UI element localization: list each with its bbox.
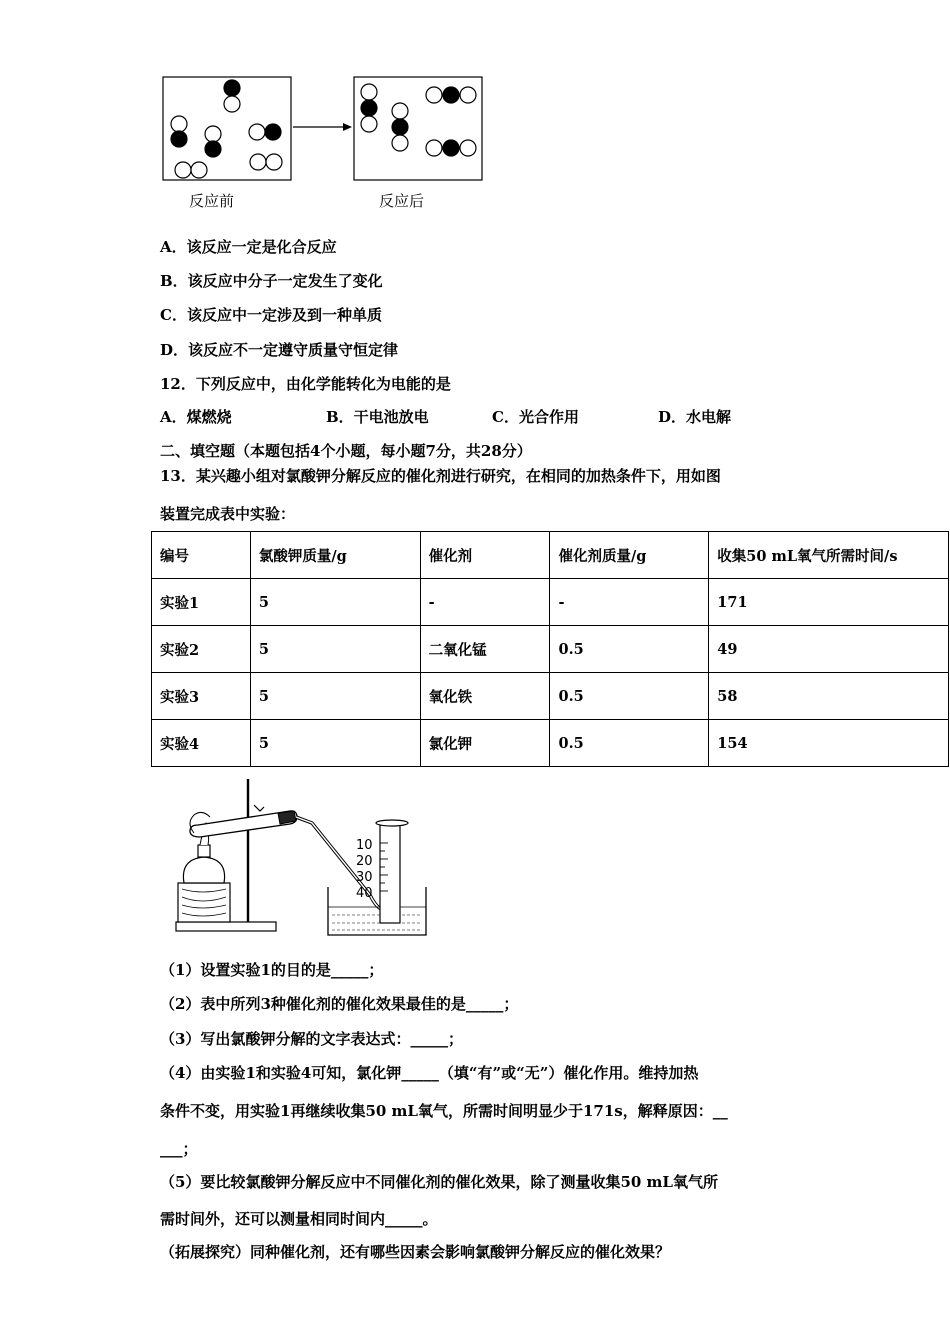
alcohol-lamp	[183, 857, 224, 883]
after-molecules	[361, 84, 476, 156]
experiment-table	[151, 531, 949, 767]
q12-option-b: B．干电池放电	[326, 408, 429, 426]
before-molecules	[171, 80, 282, 178]
arrow-head	[343, 123, 352, 131]
q13-sub4-line2: 条件不变，用实验1再继续收集50 mL氧气，所需时间明显少于171s，解释原因：__	[160, 1102, 728, 1120]
table-cell: 171	[709, 579, 949, 626]
table-cell: 0.5	[550, 626, 709, 673]
table-header-cell: 氯酸钾质量/g	[250, 532, 420, 579]
table-cell: 154	[709, 720, 949, 767]
table-header-cell: 收集50 mL氧气所需时间/s	[709, 532, 949, 579]
table-cell: 0.5	[550, 720, 709, 767]
table-cell: 氯化钾	[420, 720, 550, 767]
table-cell: 49	[709, 626, 949, 673]
after-label: 反应后	[379, 192, 425, 210]
q12-stem: 12．下列反应中，由化学能转化为电能的是	[160, 375, 451, 393]
q12-option-c: C．光合作用	[492, 408, 579, 426]
table-cell: -	[420, 579, 550, 626]
q12-option-a: A．煤燃烧	[160, 408, 232, 426]
q12-option-d: D．水电解	[658, 408, 732, 426]
table-row	[152, 579, 949, 626]
cylinder-mark: 10	[356, 838, 373, 853]
before-label: 反应前	[189, 192, 235, 210]
q13-sub4-line1: （4）由实验1和实验4可知，氯化钾_____（填“有”或“无”）催化作用。维持加热	[160, 1064, 699, 1082]
table-row	[152, 720, 949, 767]
table-cell: 5	[250, 626, 420, 673]
table-cell: 5	[250, 673, 420, 720]
cylinder-mark: 30	[356, 870, 373, 885]
q13-stem-line2: 装置完成表中实验：	[160, 505, 296, 523]
q11-option-d: D．该反应不一定遵守质量守恒定律	[160, 341, 399, 359]
table-header-cell: 催化剂	[420, 532, 550, 579]
q13-sub3: （3）写出氯酸钾分解的文字表达式：_____；	[160, 1030, 463, 1048]
table-cell: 实验3	[152, 673, 251, 720]
table-cell: 实验2	[152, 626, 251, 673]
stand-base	[176, 922, 276, 931]
table-cell: 氧化铁	[420, 673, 550, 720]
q13-extension: （拓展探究）同种催化剂，还有哪些因素会影响氯酸钾分解反应的催化效果？	[160, 1243, 671, 1261]
table-cell: 实验1	[152, 579, 251, 626]
table-header-cell: 催化剂质量/g	[550, 532, 709, 579]
q13-sub1: （1）设置实验1的目的是_____；	[160, 961, 384, 979]
q11-option-b: B．该反应中分子一定发生了变化	[160, 272, 383, 290]
table-cell: 5	[250, 720, 420, 767]
q13-sub2: （2）表中所列3种催化剂的催化效果最佳的是_____；	[160, 995, 519, 1013]
q13-sub5-line2: 需时间外，还可以测量相同时间内_____。	[160, 1210, 438, 1228]
table-cell: 0.5	[550, 673, 709, 720]
section2-title: 二、填空题（本题包括4个小题，每小题7分，共28分）	[160, 442, 532, 460]
table-cell: 二氧化锰	[420, 626, 550, 673]
table-header-row	[152, 532, 949, 579]
table-cell: 58	[709, 673, 949, 720]
table-header-cell: 编号	[152, 532, 251, 579]
q13-sub5-line1: （5）要比较氯酸钾分解反应中不同催化剂的催化效果，除了测量收集50 mL氧气所	[160, 1173, 718, 1191]
table-row	[152, 626, 949, 673]
apparatus-figure	[170, 775, 440, 945]
table-cell: -	[550, 579, 709, 626]
q13-stem-line1: 13．某兴趣小组对氯酸钾分解反应的催化剂进行研究，在相同的加热条件下，用如图	[160, 467, 721, 485]
q11-option-c: C．该反应中一定涉及到一种单质	[160, 306, 382, 324]
q13-sub4-line3: ___；	[160, 1140, 198, 1158]
graduated-cylinder	[380, 823, 400, 923]
cylinder-mark: 40	[356, 886, 373, 901]
table-cell: 实验4	[152, 720, 251, 767]
table-cell: 5	[250, 579, 420, 626]
water-trough	[328, 887, 426, 935]
cylinder-mark: 20	[356, 854, 373, 869]
q11-option-a: A．该反应一定是化合反应	[160, 238, 337, 256]
table-row	[152, 673, 949, 720]
